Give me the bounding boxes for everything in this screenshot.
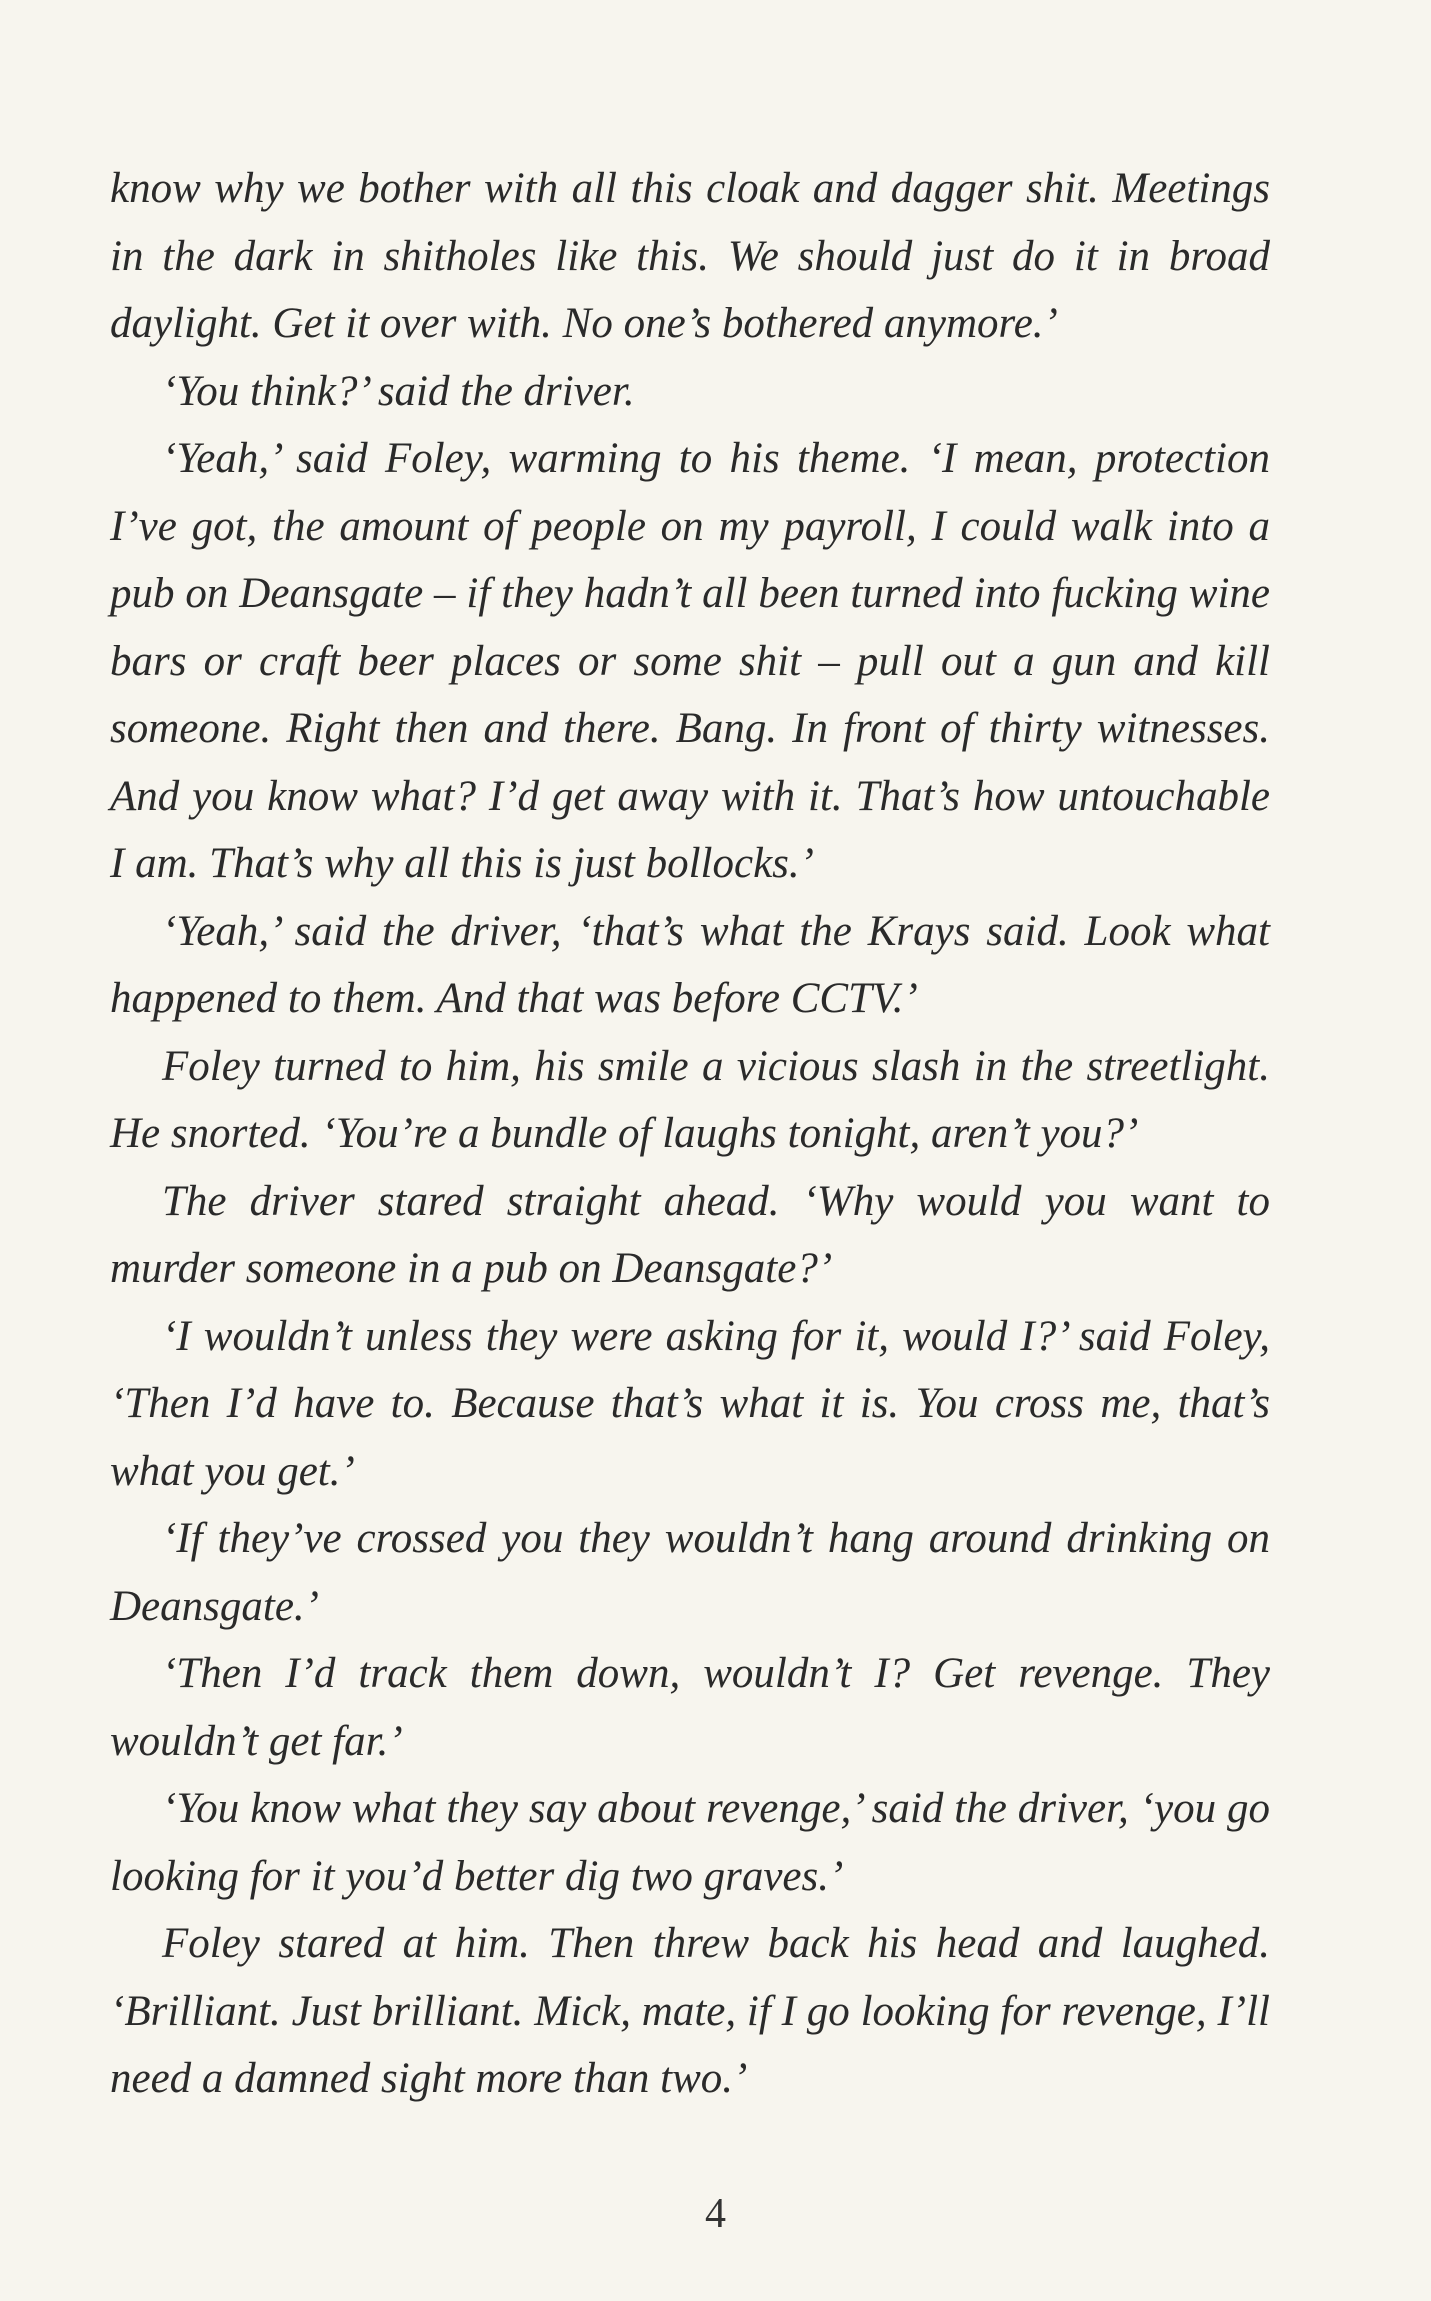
paragraph: ‘Yeah,’ said Foley, warming to his theme. ‘I mean, protection I’ve got, the amount of people on my payroll, I could walk into a pub on Deansgate – if they hadn’t all been turned into fucking wine bars or craft beer places or some shit – pull out a gun and kill someone. Right then and there. Bang. In front of thirty witnesses. And you know what? I’d get away with it. That’s how untouchable I am. That’s why all this is just bollocks.’ <box>110 435 1270 887</box>
paragraph: The driver stared straight ahead. ‘Why would you want to murder someone in a pub on Deansgate?’ <box>110 1177 1270 1292</box>
paragraph: ‘Then I’d track them down, wouldn’t I? Get revenge. They wouldn’t get far.’ <box>110 1650 1270 1765</box>
paragraph: ‘I wouldn’t unless they were asking for it, would I?’ said Foley, ‘Then I’d have to. Because that’s what it is. You cross me, that’s what you get.’ <box>110 1312 1270 1495</box>
paragraph: ‘If they’ve crossed you they wouldn’t hang around drinking on Deansgate.’ <box>110 1515 1270 1630</box>
paragraph: Foley stared at him. Then threw back his head and laughed. ‘Brilliant. Just brilliant. Mick, mate, if I go looking for revenge, I’ll need a damned sight more than two.’ <box>110 1920 1270 2102</box>
paragraph: ‘You know what they say about revenge,’ said the driver, ‘you go looking for it you’d better dig two graves.’ <box>110 1785 1270 1900</box>
body-text <box>110 155 1270 2113</box>
paragraph: Foley turned to him, his smile a vicious slash in the streetlight. He snorted. ‘You’re a bundle of laughs tonight, aren’t you?’ <box>110 1042 1270 1157</box>
page-number: 4 <box>705 2191 726 2237</box>
paragraph: ‘You think?’ said the driver. <box>162 367 635 415</box>
paragraph: know why we bother with all this cloak and dagger shit. Meetings in the dark in shitholes like this. We should just do it in broad daylight. Get it over with. No one’s bothered anymore.’ <box>110 165 1270 347</box>
paragraph: ‘Yeah,’ said the driver, ‘that’s what the Krays said. Look what happened to them. And that was before CCTV.’ <box>110 907 1270 1022</box>
